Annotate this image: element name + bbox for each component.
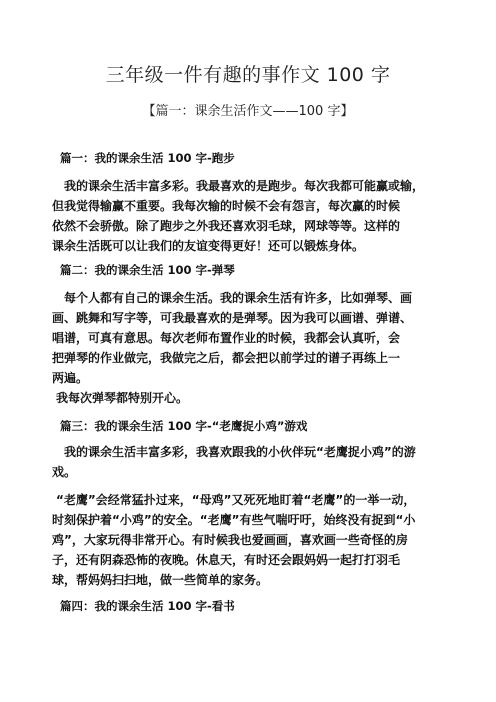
paragraph-line: 依然不会骄傲。除了跑步之外我还喜欢羽毛球，网球等等。这样的 [52, 219, 401, 233]
section-3 [52, 416, 462, 436]
section-1 [52, 148, 462, 168]
paragraph-line: 两遍。 [52, 371, 89, 385]
paragraph-line: 画、跳舞和写字等，可我最喜欢的是弹琴。因为我可以画谱、弹谱、 [52, 311, 413, 325]
paragraph-line: 把弹琴的作业做完，我做完之后，都会把以前学过的谱子再练上一 [52, 351, 401, 365]
document-title: 三年级一件有趣的事作文 100 字 [105, 64, 391, 86]
section-3-body [52, 442, 462, 482]
paragraph-line: 我每次弹琴都特别开心。 [56, 391, 189, 405]
paragraph-line: 每个人都有自己的课余生活。我的课余生活有许多，比如弹琴、画 [64, 291, 413, 305]
section-3-body-2 [52, 490, 462, 590]
section-heading: 篇三：我的课余生活 100 字-“老鹰捉小鸡”游戏 [60, 419, 308, 433]
section-2-body [52, 288, 462, 388]
paragraph-line: 但我觉得输赢不重要。我每次输的时候不会有怨言，每次赢的时候 [52, 199, 401, 213]
paragraph-line: 时刻保护着“小鸡”的安全。“老鹰”有些气喘吁吁，始终没有捉到“小 [52, 513, 416, 527]
paragraph-line: 球，帮妈妈扫扫地，做一些简单的家务。 [52, 573, 269, 587]
section-2 [52, 260, 462, 280]
section-2-extra [52, 388, 462, 408]
document-subtitle: 【篇一：课余生活作文——100 字】 [142, 104, 354, 119]
paragraph-line: 鸡”，大家玩得非常开心。有时候我也爱画画，喜欢画一些奇怪的房 [52, 533, 408, 547]
section-heading: 篇四：我的课余生活 100 字-看书 [60, 599, 235, 613]
paragraph-line: 唱谱，可真有意思。每次老师布置作业的时候，我都会认真听，会 [52, 331, 401, 345]
paragraph-line: 我的课余生活丰富多彩。我最喜欢的是跑步。每次我都可能赢或输， [64, 179, 425, 193]
section-4 [52, 596, 462, 616]
paragraph-line: 我的课余生活丰富多彩，我喜欢跟我的小伙伴玩“老鹰捉小鸡”的游 [64, 445, 416, 459]
section-heading: 篇二：我的课余生活 100 字-弹琴 [60, 263, 235, 277]
section-1-body [52, 176, 462, 256]
section-heading: 篇一：我的课余生活 100 字-跑步 [60, 151, 235, 165]
paragraph-line: 子，还有阴森恐怖的夜晚。休息天，有时还会跟妈妈一起打打羽毛 [52, 553, 401, 567]
paragraph-line: 戏。 [52, 465, 77, 479]
paragraph-line: 课余生活既可以让我们的友谊变得更好！还可以锻炼身体。 [52, 239, 365, 253]
paragraph-line: “老鹰”会经常猛扑过来，“母鸡”又死死地盯着“老鹰”的一举一动， [56, 493, 416, 507]
